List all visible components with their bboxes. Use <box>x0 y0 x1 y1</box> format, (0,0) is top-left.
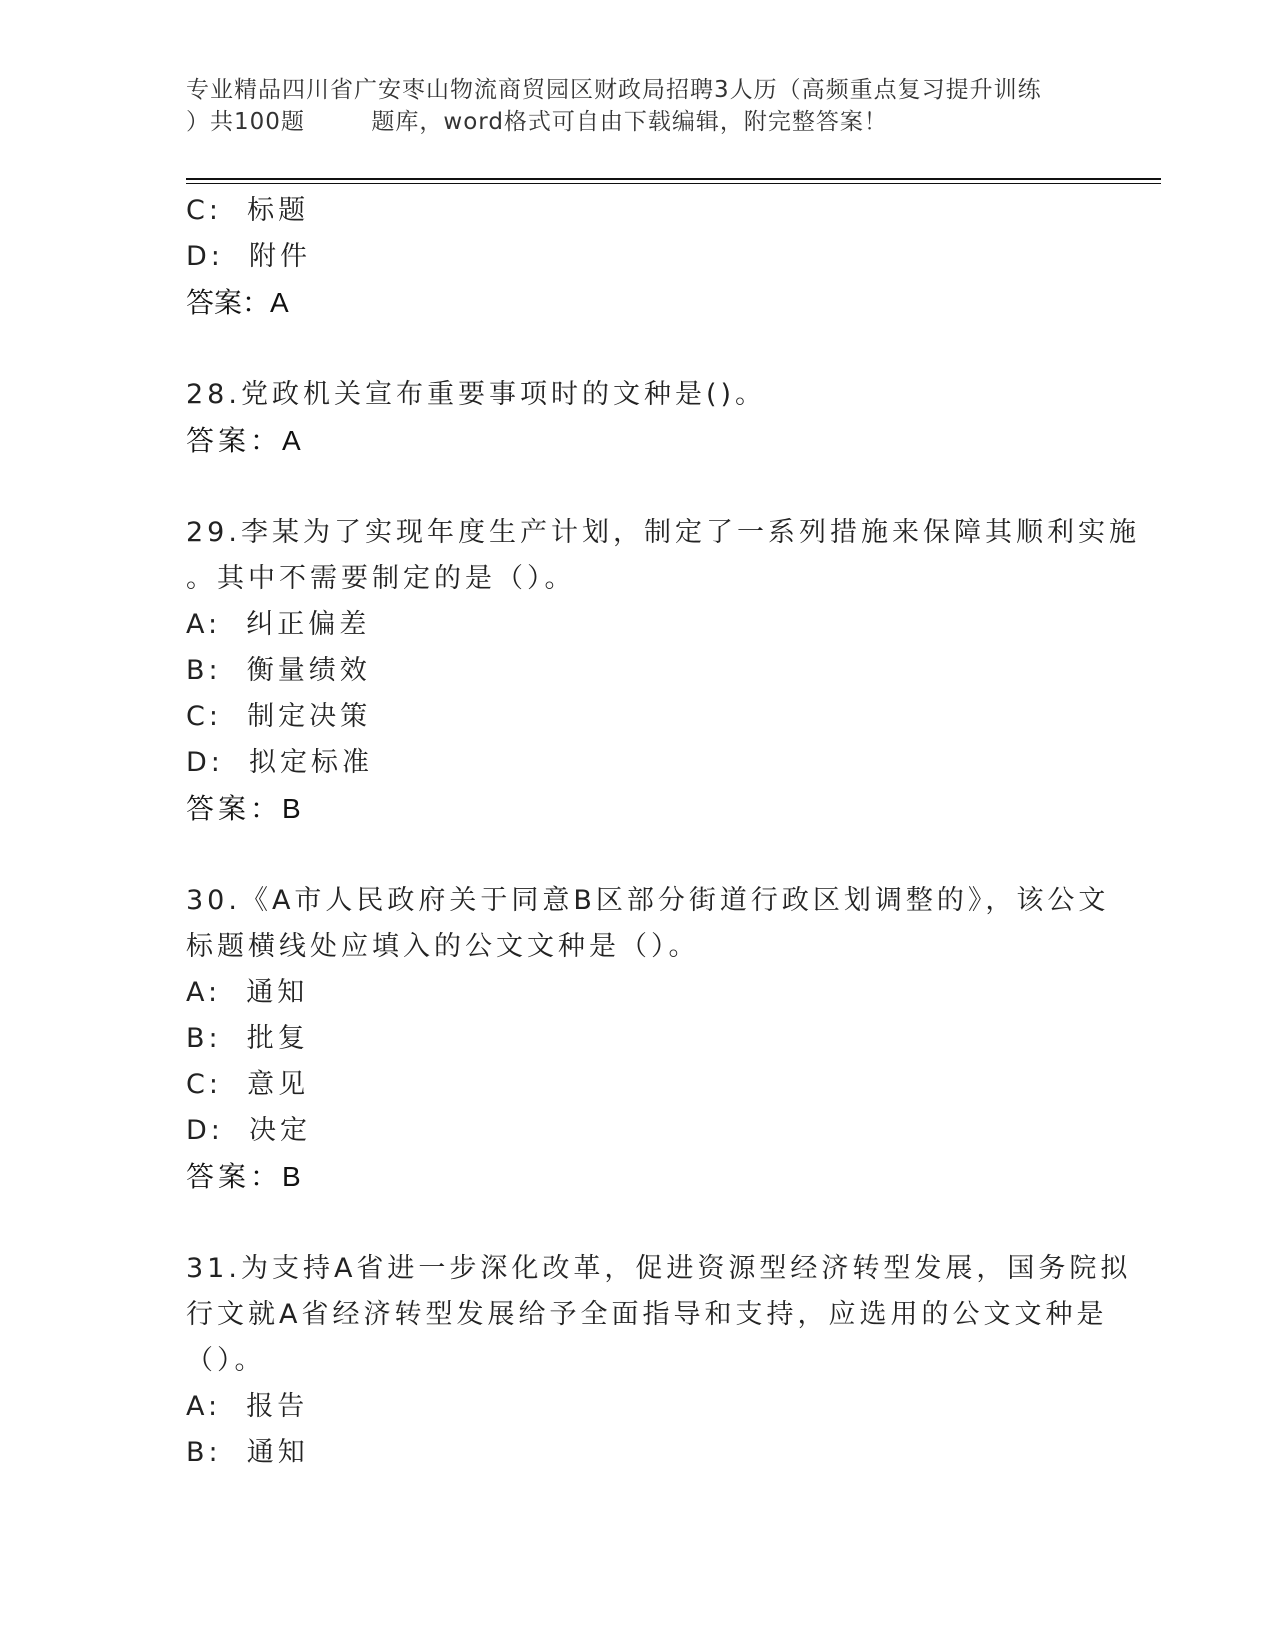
header-divider-thin <box>186 183 1161 184</box>
document-header <box>186 74 1086 138</box>
question-block-31 <box>186 1246 1132 1476</box>
header-divider-thick <box>186 178 1161 180</box>
option-c: C: 标题 <box>186 195 310 226</box>
question-text: 31.为支持A省进一步深化改革，促进资源型经济转型发展，国务院拟 <box>186 1253 1132 1284</box>
option-c: C: 制定决策 <box>186 701 372 732</box>
question-list <box>186 188 1140 1476</box>
question-text: 29.李某为了实现年度生产计划，制定了一系列措施来保障其顺利实施 <box>186 517 1140 548</box>
question-block-27 <box>186 188 1086 326</box>
option-d: D: 决定 <box>186 1115 312 1146</box>
answer-line: 答案：A <box>186 425 305 456</box>
question-block-30 <box>186 878 1110 1200</box>
question-block-29 <box>186 510 1140 832</box>
question-text: 30.《A市人民政府关于同意B区部分街道行政区划调整的》，该公文 <box>186 885 1110 916</box>
option-a: A: 报告 <box>186 1391 309 1422</box>
question-text: 标题横线处应填入的公文文种是（）。 <box>186 931 700 962</box>
answer-line: 答案：B <box>186 793 305 824</box>
question-text: （）。 <box>186 1345 266 1376</box>
option-a: A: 纠正偏差 <box>186 609 371 640</box>
option-b: B: 衡量绩效 <box>186 655 371 686</box>
option-d: D: 拟定标准 <box>186 747 374 778</box>
answer-line: 答案：A <box>186 287 289 318</box>
question-block-28 <box>186 372 1086 464</box>
header-line-2: ）共100题 题库，word格式可自由下载编辑，附完整答案！ <box>186 109 888 135</box>
option-d: D: 附件 <box>186 241 312 272</box>
header-line-1: 专业精品四川省广安枣山物流商贸园区财政局招聘3人历（高频重点复习提升训练 <box>186 77 1042 103</box>
answer-line: 答案：B <box>186 1161 305 1192</box>
option-b: B: 批复 <box>186 1023 309 1054</box>
option-b: B: 通知 <box>186 1437 309 1468</box>
question-text: 28.党政机关宣布重要事项时的文种是()。 <box>186 379 767 410</box>
question-text: 行文就A省经济转型发展给予全面指导和支持，应选用的公文文种是 <box>186 1299 1108 1330</box>
option-c: C: 意见 <box>186 1069 310 1100</box>
question-text: 。其中不需要制定的是（）。 <box>186 563 576 594</box>
option-a: A: 通知 <box>186 977 309 1008</box>
